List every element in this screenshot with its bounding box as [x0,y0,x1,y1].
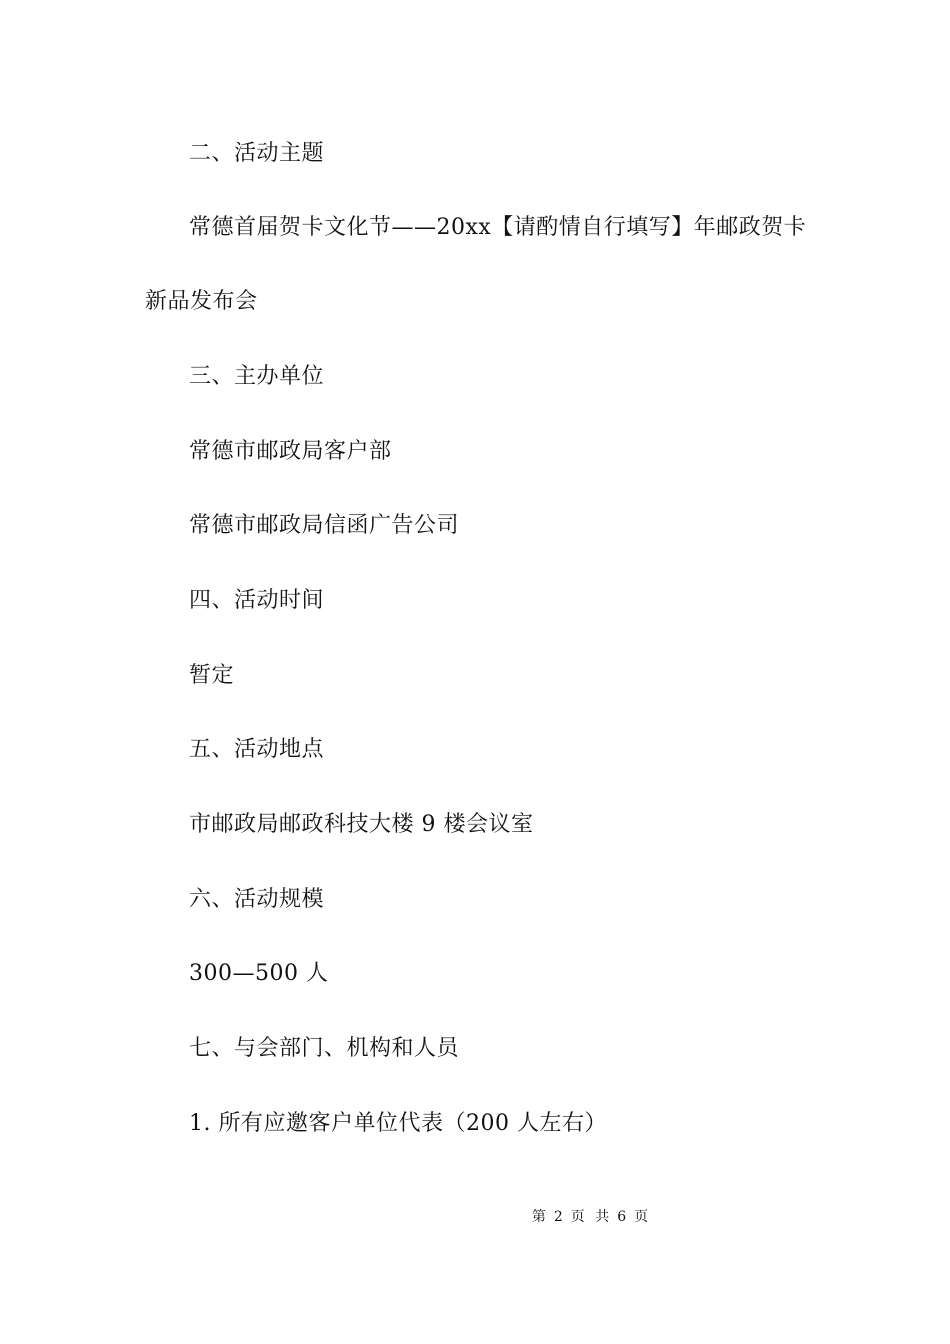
footer-suffix: 页 [634,1209,649,1225]
paragraph-organizer-2: 常德市邮政局信函广告公司 [189,513,460,538]
paragraph-theme-line-1: 常德首届贺卡文化节——20xx【请酌情自行填写】年邮政贺卡 [189,215,807,240]
footer-total-pages: 6 [617,1209,627,1225]
footer-prefix: 第 [531,1209,546,1225]
footer-middle: 页 共 [570,1209,610,1225]
paragraph-location: 市邮政局邮政科技大楼 9 楼会议室 [189,812,534,837]
section-heading-location: 五、活动地点 [189,737,325,762]
paragraph-scale: 300—500 人 [189,961,329,986]
paragraph-organizer-1: 常德市邮政局客户部 [189,439,392,464]
section-heading-organizer: 三、主办单位 [189,364,325,389]
paragraph-attendees-1: 1. 所有应邀客户单位代表（200 人左右） [189,1111,607,1136]
section-heading-attendees: 七、与会部门、机构和人员 [189,1036,460,1061]
paragraph-theme-line-2: 新品发布会 [145,289,258,314]
section-heading-time: 四、活动时间 [189,588,325,613]
section-heading-theme: 二、活动主题 [189,141,325,166]
footer-current-page: 2 [553,1209,563,1225]
section-heading-scale: 六、活动规模 [189,887,325,912]
page-footer [0,1207,950,1227]
paragraph-time: 暂定 [189,663,235,688]
